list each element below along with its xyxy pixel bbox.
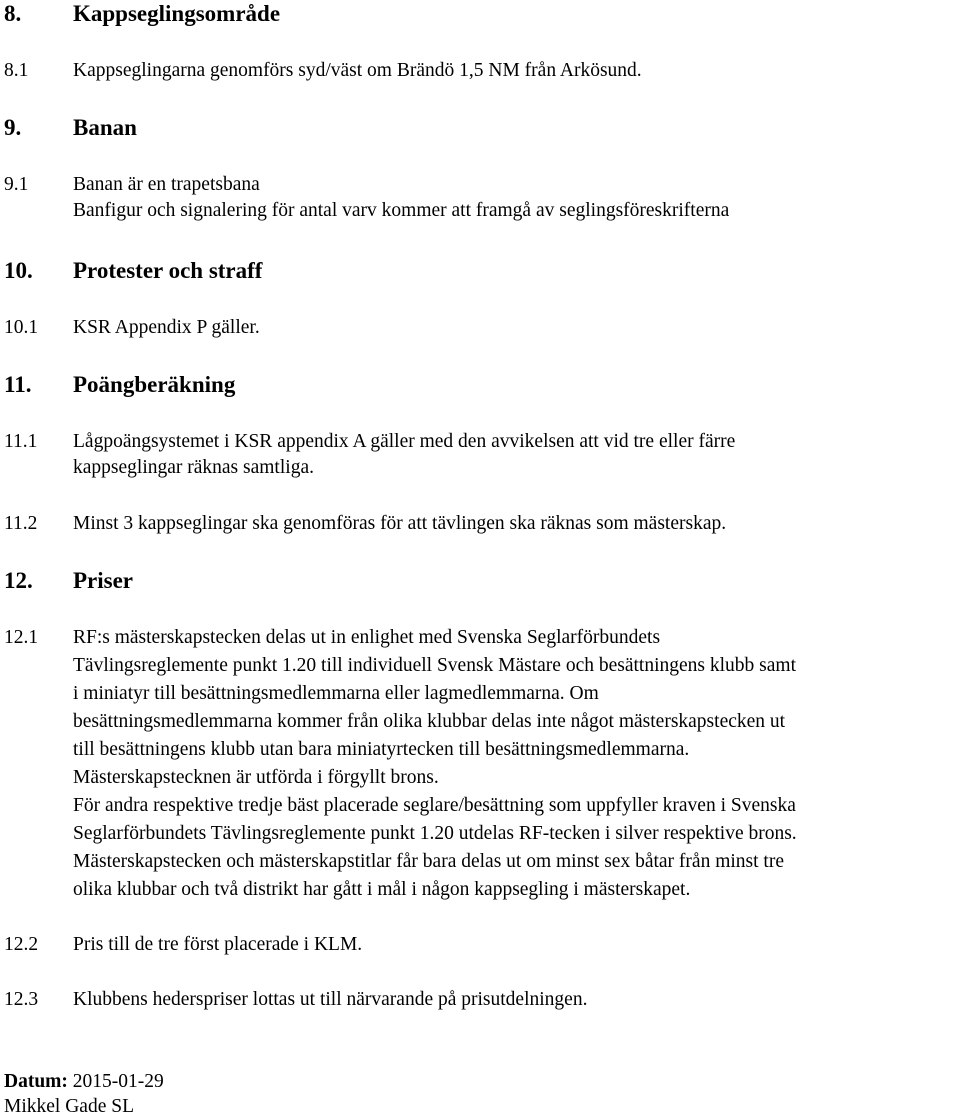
footer-author: Mikkel Gade SL <box>4 1096 134 1117</box>
item-10-1-text: KSR Appendix P gäller. <box>73 317 260 338</box>
section-12-title: Priser <box>73 568 134 593</box>
item-10-1-number: 10.1 <box>4 317 39 338</box>
item-11-1-text-line-1: Lågpoängsystemet i KSR appendix A gäller med den avvikelsen att vid tre eller färre <box>73 431 736 452</box>
item-12-1-text-line-3: i miniatyr till besättningsmedlemmarna eller lagmedlemmarna. Om <box>73 683 599 704</box>
item-12-1-number: 12.1 <box>4 627 39 648</box>
item-8-1-number: 8.1 <box>4 60 29 81</box>
footer-date-value: 2015-01-29 <box>72 1071 164 1092</box>
item-12-3-number: 12.3 <box>4 989 39 1010</box>
section-8-title: Kappseglingsområde <box>73 1 281 26</box>
item-12-1-text-line-6: Mästerskapstecknen är utförda i förgyllt brons. <box>73 767 439 788</box>
item-12-1-text-line-9: Mästerskapstecken och mästerskapstitlar får bara delas ut om minst sex båtar från minst tre <box>73 851 784 872</box>
section-11-title: Poängberäkning <box>73 372 236 397</box>
item-12-2-number: 12.2 <box>4 934 39 955</box>
item-12-1-text-line-5: till besättningens klubb utan bara miniatyrtecken till besättningsmedlemmarna. <box>73 739 690 760</box>
section-12-number: 12. <box>4 568 33 593</box>
item-9-1-text-line-1: Banan är en trapetsbana <box>73 174 260 195</box>
footer-date <box>4 1069 164 1095</box>
section-9-number: 9. <box>4 115 22 140</box>
section-8-number: 8. <box>4 1 22 26</box>
item-11-1-text-line-2: kappseglingar räknas samtliga. <box>73 457 314 478</box>
section-9-title: Banan <box>73 115 137 140</box>
item-12-1-text-line-8: Seglarförbundets Tävlingsreglemente punkt 1.20 utdelas RF-tecken i silver respektive brons. <box>73 823 797 844</box>
item-11-1-number: 11.1 <box>4 431 38 452</box>
item-12-2-text: Pris till de tre först placerade i KLM. <box>73 934 363 955</box>
item-12-1-text-line-2: Tävlingsreglemente punkt 1.20 till individuell Svensk Mästare och besättningens klubb samt <box>73 655 797 676</box>
item-9-1-number: 9.1 <box>4 174 29 195</box>
item-8-1-text: Kappseglingarna genomförs syd/väst om Brändö 1,5 NM från Arkösund. <box>73 60 642 81</box>
section-11-number: 11. <box>4 372 32 397</box>
section-10-number: 10. <box>4 258 33 283</box>
item-11-2-text: Minst 3 kappseglingar ska genomföras för att tävlingen ska räknas som mästerskap. <box>73 513 727 534</box>
item-12-3-text: Klubbens hederspriser lottas ut till närvarande på prisutdelningen. <box>73 989 588 1010</box>
item-12-1-text-line-4: besättningsmedlemmarna kommer från olika klubbar delas inte något mästerskapstecken ut <box>73 711 786 732</box>
item-12-1-text-line-1: RF:s mästerskapstecken delas ut in enlighet med Svenska Seglarförbundets <box>73 627 661 648</box>
item-12-1-text-line-7: För andra respektive tredje bäst placerade seglare/besättning som uppfyller kraven i Svenska <box>73 795 796 816</box>
item-11-2-number: 11.2 <box>4 513 38 534</box>
item-9-1-text-line-2: Banfigur och signalering för antal varv kommer att framgå av seglingsföreskrifterna <box>73 200 730 221</box>
section-10-title: Protester och straff <box>73 258 263 283</box>
item-12-1-text-line-10: olika klubbar och två distrikt har gått i mål i någon kappsegling i mästerskapet. <box>73 879 691 900</box>
footer-date-label: Datum: <box>4 1071 68 1092</box>
